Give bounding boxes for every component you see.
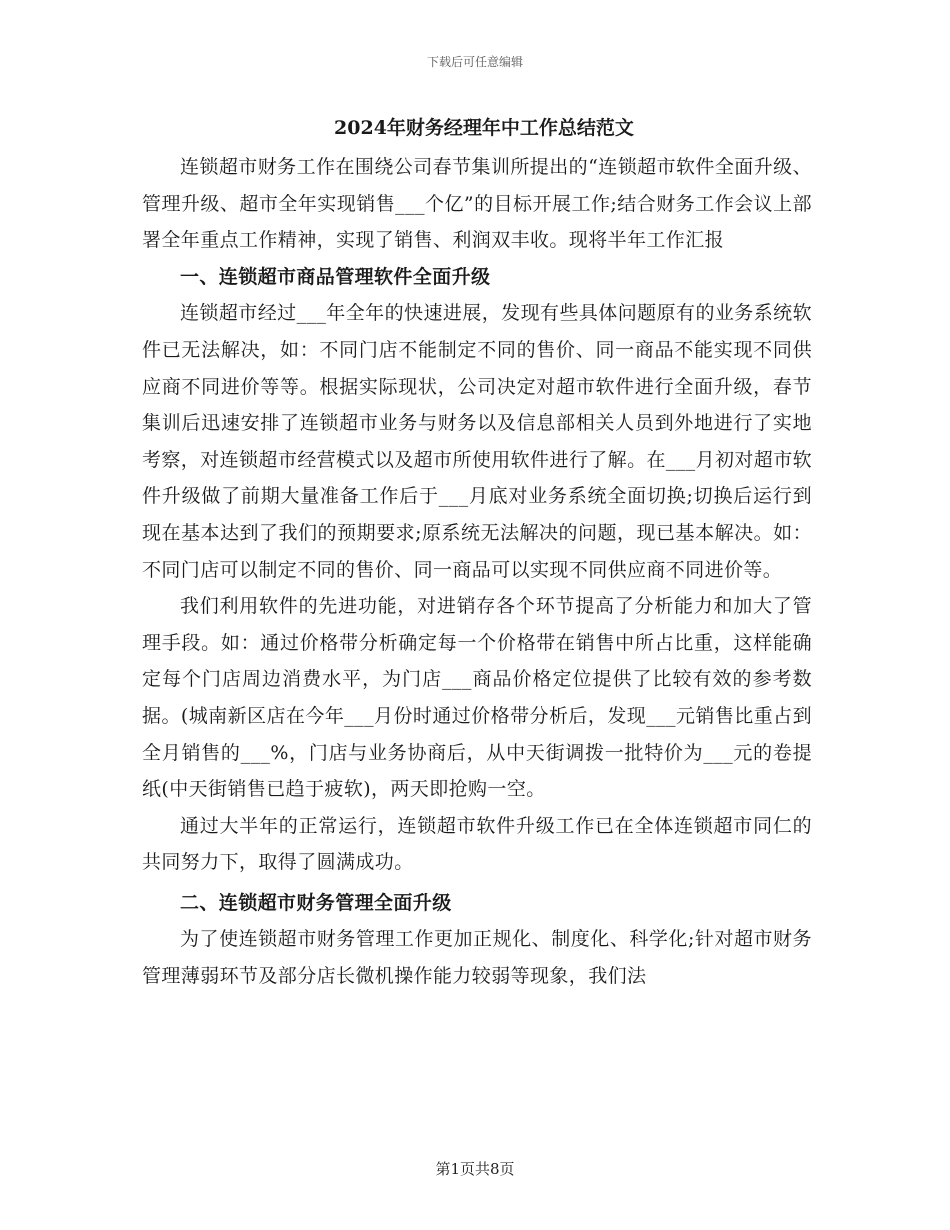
section-1-paragraph-2: 我们利用软件的先进功能，对进销存各个环节提高了分析能力和加大了管理手段。如：通过价格带分析确定每一个价格带在销售中所占比重，这样能确定每个门店周边消费水平，为门店___商品价格定位提供了比较有效的参考数据。(城南新区店在今年___月份时通过价格带分析后，发现___元销售比重占到全月销售的___%，门店与业务协商后，从中天街调拨一批特价为___元的卷提纸(中天街销售已趋于疲软)，两天即抢购一空。 [142,595,812,801]
document-title: 2024年财务经理年中工作总结范文 [334,117,634,139]
header-note: 下载后可任意编辑 [426,55,523,69]
section-2-paragraph-1: 为了使连锁超市财务管理工作更加正规化、制度化、科学化;针对超市财务管理薄弱环节及部分店长微机操作能力较弱等现象，我们法 [142,928,812,988]
section-1-paragraph-3: 通过大半年的正常运行，连锁超市软件升级工作已在全体连锁超市同仁的共同努力下，取得了圆满成功。 [142,814,812,874]
section-heading-2: 二、连锁超市财务管理全面升级 [180,891,452,914]
page-number: 第1页共8页 [435,1160,515,1178]
intro-paragraph: 连锁超市财务工作在围绕公司春节集训所提出的“连锁超市软件全面升级、管理升级、超市全年实现销售___个亿”的目标开展工作;结合财务工作会议上部署全年重点工作精神，实现了销售、利润双丰收。现将半年工作汇报 [142,156,812,252]
section-heading-1: 一、连锁超市商品管理软件全面升级 [180,265,491,288]
section-1-paragraph-1: 连锁超市经过___年全年的快速进展，发现有些具体问题原有的业务系统软件已无法解决，如：不同门店不能制定不同的售价、同一商品不能实现不同供应商不同进价等等。根据实际现状，公司决定对超市软件进行全面升级，春节集训后迅速安排了连锁超市业务与财务以及信息部相关人员到外地进行了实地考察，对连锁超市经营模式以及超市所使用软件进行了解。在___月初对超市软件升级做了前期大量准备工作后于___月底对业务系统全面切换;切换后运行到现在基本达到了我们的预期要求;原系统无法解决的问题，现已基本解决。如：不同门店可以制定不同的售价、同一商品可以实现不同供应商不同进价等。 [142,302,812,581]
document-body [142,113,812,995]
